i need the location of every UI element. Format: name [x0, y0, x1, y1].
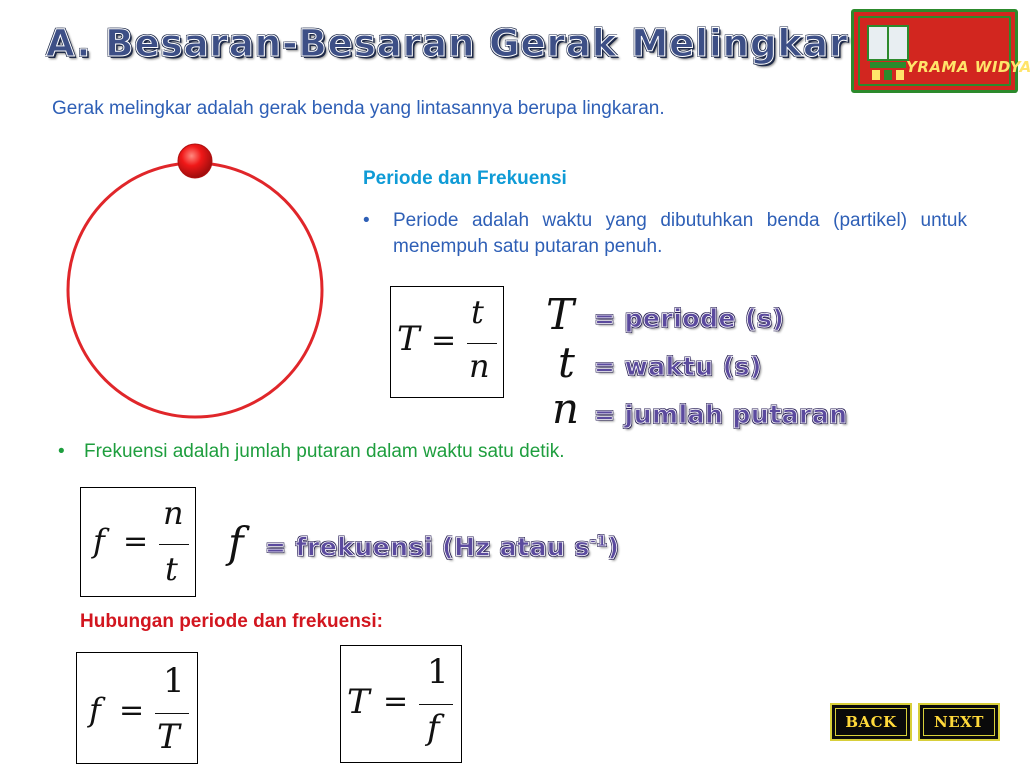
bullet-periode — [363, 208, 967, 260]
formula-box-T-equals-1-over-f — [340, 645, 462, 763]
formula-box-period — [390, 286, 504, 398]
formula-lhs: f — [89, 691, 101, 729]
legend-desc-f: = frekuensi (Hz atau $s^{-1}$) — [265, 532, 620, 562]
formula-numerator: 1 — [427, 652, 449, 692]
fraction-bar — [159, 544, 189, 545]
back-button-label: BACK — [845, 713, 897, 731]
formula-denominator: n — [469, 347, 490, 385]
period-legend — [540, 290, 860, 440]
legend-var-t: t — [558, 338, 575, 387]
circular-path — [68, 163, 322, 417]
formula-lhs: f — [93, 522, 105, 560]
section-heading-periode: Periode dan Frekuensi — [363, 168, 567, 189]
next-button[interactable] — [918, 703, 1000, 741]
bullet-dot: • — [363, 210, 370, 231]
fraction-bar — [155, 713, 189, 714]
formula-eq: = — [123, 524, 149, 559]
formula-eq: = — [431, 323, 457, 358]
formula-lhs: T — [397, 319, 420, 359]
bullet-periode-text: Periode adalah waktu yang dibutuhkan benda (partikel) untuk menempuh satu putaran penuh. — [393, 210, 967, 257]
bullet-frekuensi — [58, 441, 565, 463]
formula-denominator: T — [157, 717, 180, 757]
formula-eq: = — [383, 684, 409, 719]
formula-denominator: t — [165, 550, 178, 588]
back-button[interactable] — [830, 703, 912, 741]
formula-box-frequency — [80, 487, 196, 597]
legend-desc-T: = periode (s) — [594, 304, 785, 333]
relation-heading: Hubungan periode dan frekuensi: — [80, 611, 383, 632]
legend-var-n: n — [552, 384, 580, 433]
fraction-bar — [419, 704, 453, 705]
legend-desc-t: = waktu (s) — [594, 352, 762, 381]
book-icon — [864, 22, 912, 84]
formula-numerator: t — [471, 293, 484, 331]
bullet-frekuensi-text: Frekuensi adalah jumlah putaran dalam waktu satu detik. — [84, 441, 565, 462]
legend-var-T: T — [546, 290, 575, 339]
intro-text: Gerak melingkar adalah gerak benda yang lintasannya berupa lingkaran. — [52, 98, 665, 119]
publisher-logo — [851, 9, 1032, 93]
formula-denominator: f — [427, 708, 440, 748]
logo-text: YRAMA WIDYA — [906, 58, 1032, 76]
formula-box-f-equals-1-over-T — [76, 652, 198, 764]
fraction-bar — [467, 343, 497, 344]
legend-var-f: f — [228, 518, 244, 567]
formula-numerator: 1 — [163, 661, 185, 701]
formula-numerator: n — [163, 494, 184, 532]
next-button-label: NEXT — [934, 713, 984, 731]
page-title: A. Besaran-Besaran Gerak Melingkar — [46, 22, 849, 65]
bullet-dot: • — [58, 441, 65, 462]
formula-lhs: T — [347, 682, 370, 722]
legend-desc-n: = jumlah putaran — [594, 400, 848, 429]
formula-eq: = — [119, 693, 145, 728]
circular-path-diagram — [60, 140, 340, 430]
particle-ball — [178, 144, 212, 178]
